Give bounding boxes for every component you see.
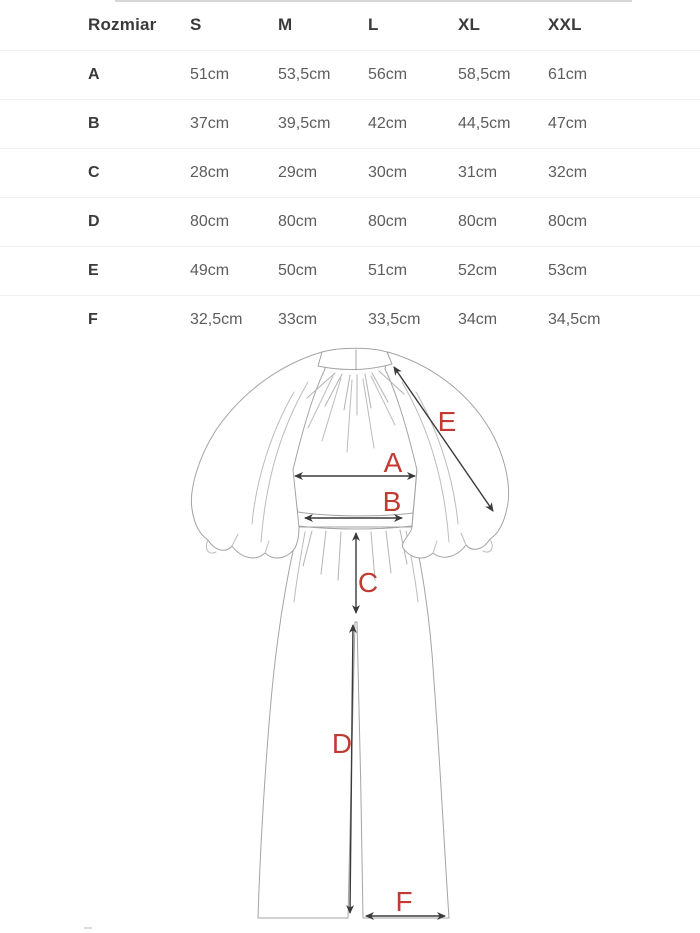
cell-value: 80cm: [548, 213, 588, 230]
row-label: B: [88, 115, 100, 132]
collar-outline: [318, 348, 392, 370]
cell-value: 58,5cm: [458, 66, 511, 83]
table-row-b: [0, 99, 700, 148]
label-d: D: [331, 728, 353, 759]
size-column-s: S: [190, 15, 202, 34]
cell-value: 33cm: [278, 311, 318, 328]
cell-value: 34cm: [458, 311, 498, 328]
cell-value: 39,5cm: [278, 115, 331, 132]
cell-value: 47cm: [548, 115, 588, 132]
row-label: C: [88, 164, 100, 181]
cell-value: 33,5cm: [368, 311, 421, 328]
table-row-f: [0, 295, 700, 344]
cell-value: 37cm: [190, 115, 230, 132]
yoke-pleats: [307, 371, 404, 452]
cell-value: 80cm: [278, 213, 318, 230]
cell-value: 34,5cm: [548, 311, 601, 328]
label-e: E: [437, 406, 457, 437]
cell-value: 29cm: [278, 164, 318, 181]
size-column-m: M: [278, 15, 293, 34]
cell-value: 53,5cm: [278, 66, 331, 83]
cell-value: 49cm: [190, 262, 230, 279]
label-c: C: [357, 567, 379, 598]
row-label: D: [88, 213, 100, 230]
cell-value: 31cm: [458, 164, 498, 181]
size-column-l: L: [368, 15, 379, 34]
cell-value: 53cm: [548, 262, 588, 279]
table-row-e: [0, 246, 700, 295]
table-row-d: [0, 197, 700, 246]
size-table: [0, 0, 700, 344]
cell-value: 56cm: [368, 66, 408, 83]
size-table-header-row: [0, 0, 700, 50]
size-column-xxl: XXL: [548, 15, 582, 34]
size-column-xl: XL: [458, 15, 481, 34]
label-f: F: [395, 886, 413, 917]
row-label: E: [88, 262, 99, 279]
size-table-title: Rozmiar: [88, 15, 157, 34]
garment-measurement-diagram: [0, 340, 700, 933]
row-label: A: [88, 66, 100, 83]
table-row-a: [0, 50, 700, 99]
cell-value: 51cm: [368, 262, 408, 279]
cell-value: 50cm: [278, 262, 318, 279]
cell-value: 80cm: [458, 213, 498, 230]
cell-value: 32cm: [548, 164, 588, 181]
cell-value: 42cm: [368, 115, 408, 132]
cell-value: 52cm: [458, 262, 498, 279]
cell-value: 30cm: [368, 164, 408, 181]
cell-value: 80cm: [190, 213, 230, 230]
cell-value: 80cm: [368, 213, 408, 230]
cell-value: 32,5cm: [190, 311, 243, 328]
cell-value: 28cm: [190, 164, 230, 181]
label-b: B: [382, 486, 402, 517]
cell-value: 44,5cm: [458, 115, 511, 132]
pants-outline: [258, 527, 449, 918]
table-row-c: [0, 148, 700, 197]
label-a: A: [383, 447, 403, 478]
cell-value: 61cm: [548, 66, 588, 83]
row-label: F: [88, 311, 98, 328]
cell-value: 51cm: [190, 66, 230, 83]
